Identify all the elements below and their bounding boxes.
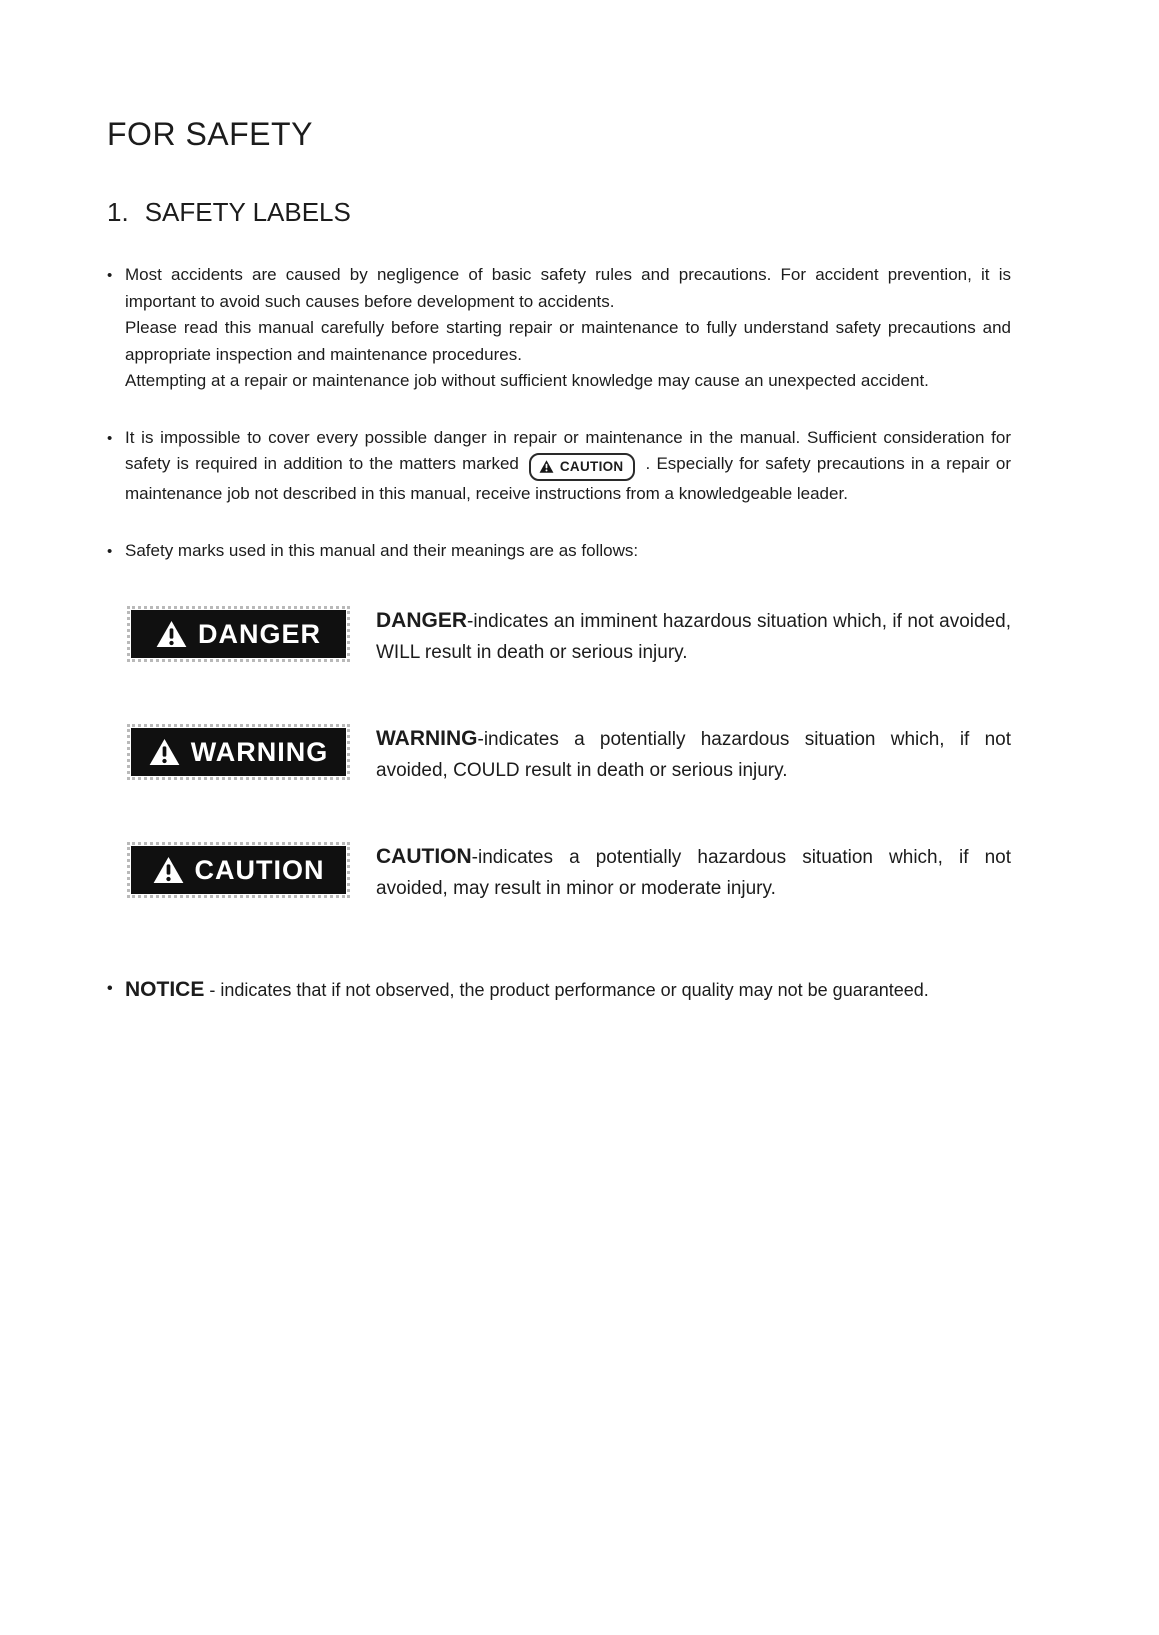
inline-caution-badge: [529, 453, 636, 481]
danger-description: [376, 605, 1011, 667]
section-heading: [107, 197, 1011, 228]
caution-desc-text: -indicates a potentially hazardous situation which, if not avoided, may result in minor or moderate injury.: [376, 847, 1011, 899]
warning-description: [376, 723, 1011, 785]
danger-term: DANGER: [376, 609, 468, 633]
warning-triangle-icon: [149, 738, 180, 766]
caution-row: [131, 846, 1011, 922]
notice-desc-text: - indicates that if not observed, the product performance or quality may not be guaranteed.: [204, 980, 929, 1001]
paragraph: Please read this manual carefully before starting repair or maintenance to fully understand safety precautions and appropriate inspection and maintenance procedures.: [125, 318, 1011, 364]
notice-bullet: [107, 974, 1011, 1007]
caution-badge-label: CAUTION: [194, 854, 325, 885]
warning-row: [131, 728, 1011, 804]
section-number: 1.: [107, 197, 129, 227]
bullet-marker: •: [107, 429, 113, 447]
warning-badge-label: WARNING: [190, 736, 329, 767]
text-after-badge: . Especially for safety precautions in a repair or maintenance job not described in this manual, receive instructions from a knowledgeable leader.: [125, 454, 1011, 504]
paragraph: Safety marks used in this manual and their meanings are as follows:: [125, 540, 639, 560]
danger-row: [131, 610, 1011, 686]
bullet-marker: •: [107, 980, 113, 998]
warning-desc-text: -indicates a potentially hazardous situation which, if not avoided, COULD result in death or serious injury.: [376, 729, 1011, 781]
notice-term: NOTICE: [125, 978, 205, 1002]
paragraph: Most accidents are caused by negligence of basic safety rules and precautions. For accident prevention, it is important to avoid such causes before development to accidents.: [125, 265, 1011, 311]
paragraph: [125, 425, 1011, 508]
bullet-safety-marks-intro: [107, 538, 1011, 565]
section-title: SAFETY LABELS: [144, 197, 351, 227]
warning-badge: [131, 728, 346, 776]
caution-term: CAUTION: [376, 845, 472, 869]
notice-text: [125, 974, 1011, 1007]
inline-caution-label: CAUTION: [559, 459, 624, 475]
caution-badge: [131, 846, 346, 894]
danger-badge: [131, 610, 346, 658]
danger-badge-label: DANGER: [197, 618, 321, 649]
paragraph: Attempting at a repair or maintenance job without sufficient knowledge may cause an unexpected accident.: [125, 371, 929, 391]
page-title: FOR SAFETY: [107, 116, 313, 152]
bullet-accidents: [107, 262, 1011, 395]
bullet-accidents-text: [125, 262, 1011, 395]
warning-triangle-icon: [153, 856, 184, 884]
danger-desc-text: -indicates an imminent hazardous situation which, if not avoided, WILL result in death or serious injury.: [376, 611, 1011, 663]
text-before-badge: It is impossible to cover every possible danger in repair or maintenance in the manual. Sufficient consideration for safety is required in addition to the matters marked: [125, 427, 1011, 474]
warning-triangle-icon: [539, 460, 554, 473]
caution-description: [376, 841, 1011, 903]
bullet-coverage-text: [125, 425, 1011, 508]
safety-marks-list: [131, 610, 1011, 922]
bullet-marker: •: [107, 267, 113, 284]
warning-triangle-icon: [156, 620, 187, 648]
bullet-coverage: [107, 425, 1011, 508]
bullet-marker: •: [107, 542, 113, 560]
warning-term: WARNING: [376, 727, 478, 751]
